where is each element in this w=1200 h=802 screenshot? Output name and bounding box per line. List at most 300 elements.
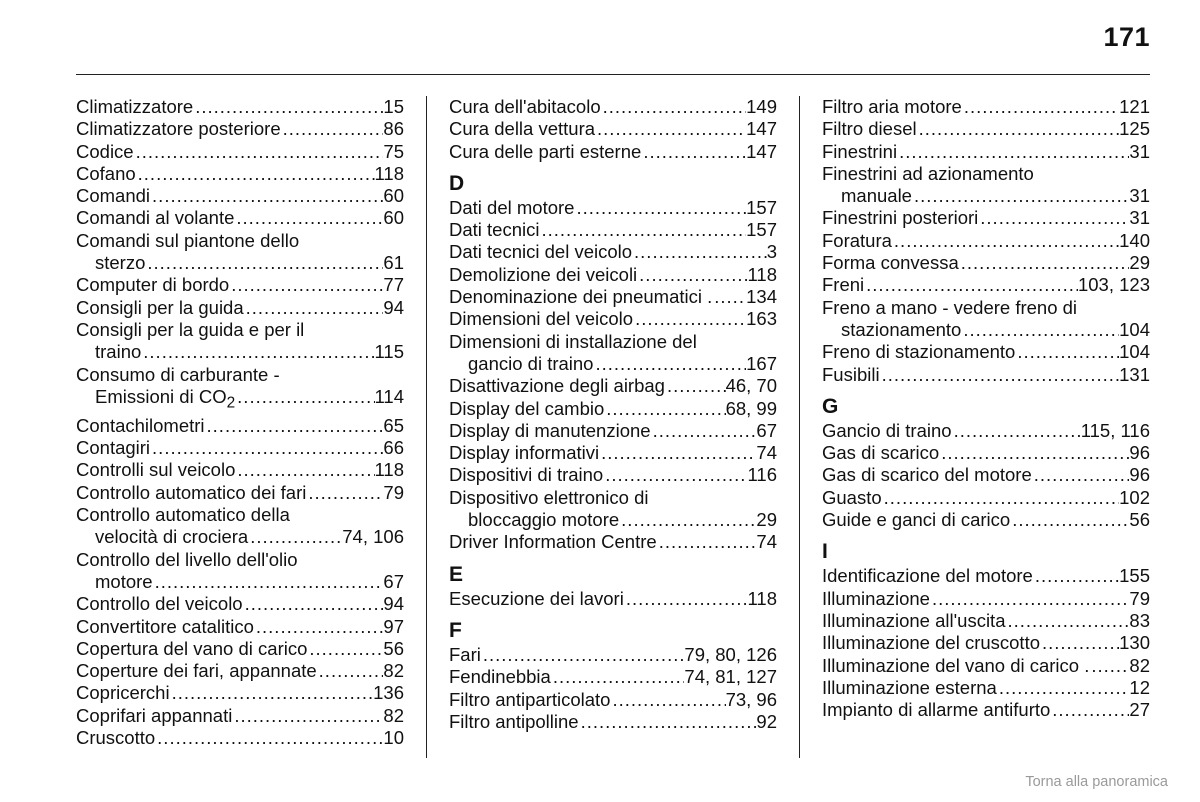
entry-label: Contagiri xyxy=(76,437,151,459)
page-references: 83 xyxy=(1129,609,1150,631)
index-column-1 xyxy=(76,96,404,749)
entry-line xyxy=(822,632,1150,654)
leader-dots xyxy=(897,141,1129,163)
index-entry xyxy=(76,482,404,504)
entry-line xyxy=(449,398,777,420)
entry-label: Display informativi xyxy=(449,442,600,464)
leader-dots xyxy=(930,588,1129,610)
entry-label: Comandi sul piantone dello xyxy=(76,229,300,251)
entry-line xyxy=(822,464,1150,486)
entry-label-continuation xyxy=(95,571,153,593)
entry-label: Filtro diesel xyxy=(822,118,917,140)
leader-dots xyxy=(637,264,747,286)
entry-label: Copricerchi xyxy=(76,682,170,704)
leader-dots xyxy=(882,487,1119,509)
entry-line xyxy=(822,655,1150,677)
index-entry xyxy=(76,437,404,459)
leader-dots xyxy=(193,96,383,118)
entry-line xyxy=(76,364,404,386)
entry-line xyxy=(76,660,404,682)
page-references: 96 xyxy=(1129,464,1150,486)
page-references: 118 xyxy=(747,263,777,285)
entry-line xyxy=(76,705,404,727)
page-references: 56 xyxy=(1129,509,1150,531)
entry-label: Fusibili xyxy=(822,363,880,385)
column-divider-2 xyxy=(799,96,800,758)
entry-line xyxy=(449,264,777,286)
entry-line xyxy=(76,459,404,481)
page-references: 140 xyxy=(1119,229,1150,251)
entry-line xyxy=(822,677,1150,699)
entry-label: Copertura del vano di carico xyxy=(76,637,308,659)
entry-label-continuation-text: Emissioni di CO xyxy=(95,385,227,407)
page-references: 115, 116 xyxy=(1080,419,1150,441)
entry-continuation-line xyxy=(76,571,404,593)
entry-label: Fari xyxy=(449,643,481,665)
index-entry xyxy=(822,141,1150,163)
entry-line xyxy=(76,504,404,526)
page-references: 74, 106 xyxy=(342,526,404,548)
index-entry xyxy=(822,509,1150,531)
leader-dots xyxy=(959,252,1130,274)
leader-dots xyxy=(599,442,756,464)
entry-label: Freno a mano - vedere freno di xyxy=(822,296,1078,318)
page-references: 75 xyxy=(383,140,404,162)
index-entry xyxy=(76,319,404,364)
entry-line xyxy=(449,219,777,241)
entry-line xyxy=(76,593,404,615)
index-entry xyxy=(76,593,404,615)
page-references: 118 xyxy=(747,587,777,609)
entry-line xyxy=(449,241,777,263)
entry-line xyxy=(449,464,777,486)
entry-line xyxy=(449,588,777,610)
entry-label-continuation xyxy=(95,526,248,548)
entry-label: Guasto xyxy=(822,486,882,508)
entry-line xyxy=(76,118,404,140)
entry-line xyxy=(822,252,1150,274)
entry-line xyxy=(822,565,1150,587)
page-references: 3 xyxy=(766,241,777,263)
leader-dots xyxy=(150,185,383,207)
entry-label: Foratura xyxy=(822,229,892,251)
entry-label: Illuminazione del vano di carico . xyxy=(822,654,1090,676)
page-references: 82 xyxy=(1129,654,1150,676)
section-letter: G xyxy=(822,394,839,418)
entry-label: Controllo del veicolo xyxy=(76,593,243,615)
entry-label: Codice xyxy=(76,140,134,162)
leader-dots xyxy=(892,230,1119,252)
section-letter: E xyxy=(449,562,464,586)
leader-dots xyxy=(1005,610,1129,632)
leader-dots xyxy=(997,677,1130,699)
page-references: 73, 96 xyxy=(725,688,777,710)
entry-label-continuation xyxy=(95,386,235,415)
entry-line xyxy=(449,666,777,688)
page-references: 31 xyxy=(1129,185,1150,207)
entry-line xyxy=(449,96,777,118)
entry-label-continuation-text: sterzo xyxy=(95,252,146,274)
entry-label-continuation-text: velocità di crociera xyxy=(95,526,249,548)
leader-dots xyxy=(624,588,748,610)
index-entry xyxy=(76,364,404,415)
entry-line xyxy=(76,482,404,504)
page-references: 104 xyxy=(1119,318,1150,340)
entry-label-continuation xyxy=(468,509,619,531)
page-references: 134 xyxy=(746,286,777,308)
entry-label: Finestrini ad azionamento xyxy=(822,162,1034,184)
leader-dots xyxy=(864,274,1078,296)
page-references: 94 xyxy=(383,296,404,318)
entry-label-continuation-text: gancio di traino xyxy=(468,352,594,374)
entry-label: Finestrini xyxy=(822,140,898,162)
page-references: 104 xyxy=(1119,341,1150,363)
index-entry xyxy=(822,163,1150,208)
entry-label: Comandi al volante xyxy=(76,207,235,229)
entry-line xyxy=(822,230,1150,252)
entry-label: Forma convessa xyxy=(822,252,959,274)
leader-dots xyxy=(254,616,384,638)
entry-line xyxy=(822,118,1150,140)
page-references: 157 xyxy=(746,219,777,241)
index-entry xyxy=(76,141,404,163)
leader-dots xyxy=(641,141,746,163)
index-entry xyxy=(822,442,1150,464)
entry-line xyxy=(822,699,1150,721)
leader-dots xyxy=(651,420,757,442)
leader-dots xyxy=(551,666,685,688)
leader-dots xyxy=(145,252,383,274)
entry-line xyxy=(76,163,404,185)
entry-label: Freni xyxy=(822,274,865,296)
page-references: 15 xyxy=(383,96,404,117)
index-entry xyxy=(822,96,1150,118)
leader-dots xyxy=(593,353,746,375)
index-entry xyxy=(449,141,777,163)
index-entry xyxy=(76,616,404,638)
entry-continuation-line xyxy=(76,386,404,415)
page-references: 147 xyxy=(746,140,777,162)
entry-label: Dati tecnici xyxy=(449,219,540,241)
index-entry xyxy=(822,487,1150,509)
index-entry xyxy=(822,364,1150,386)
header-rule xyxy=(76,74,1150,75)
leader-dots xyxy=(619,509,756,531)
entry-line xyxy=(449,308,777,330)
index-entry xyxy=(76,185,404,207)
entry-label-continuation xyxy=(95,252,145,274)
entry-label: Esecuzione dei lavori xyxy=(449,587,624,609)
index-entry xyxy=(449,331,777,376)
leader-dots xyxy=(632,241,767,263)
page-references: 79 xyxy=(1129,587,1150,609)
entry-line xyxy=(76,141,404,163)
index-entry xyxy=(76,727,404,749)
entry-label: Gancio di traino xyxy=(822,419,952,441)
leader-dots xyxy=(1089,655,1129,677)
leader-dots xyxy=(604,398,725,420)
index-entry xyxy=(76,163,404,185)
index-entry xyxy=(822,677,1150,699)
entry-line xyxy=(822,610,1150,632)
page-references: 131 xyxy=(1119,363,1150,385)
page-references: 65 xyxy=(383,414,404,436)
index-entry xyxy=(822,274,1150,296)
leader-dots xyxy=(248,526,342,548)
entry-label: Illuminazione esterna xyxy=(822,676,997,698)
entry-label: Freno di stazionamento xyxy=(822,341,1016,363)
entry-label-continuation xyxy=(841,319,961,341)
entry-line xyxy=(822,487,1150,509)
leader-dots xyxy=(481,644,685,666)
entry-continuation-line xyxy=(822,319,1150,341)
entry-line xyxy=(76,96,404,118)
entry-label: Dati tecnici del veicolo xyxy=(449,241,633,263)
entry-label: Dispositivo elettronico di xyxy=(449,486,649,508)
entry-line xyxy=(449,644,777,666)
entry-label: Climatizzatore xyxy=(76,96,194,117)
leader-dots xyxy=(235,459,374,481)
index-entry xyxy=(822,252,1150,274)
entry-line xyxy=(76,727,404,749)
entry-line xyxy=(449,141,777,163)
leader-dots xyxy=(281,118,384,140)
index-entry xyxy=(449,398,777,420)
leader-dots xyxy=(317,660,384,682)
page-references: 97 xyxy=(383,615,404,637)
index-entry xyxy=(449,464,777,486)
leader-dots xyxy=(136,163,375,185)
entry-label: Contachilometri xyxy=(76,414,205,436)
entry-label: Cruscotto xyxy=(76,727,156,748)
entry-label: Controllo del livello dell'olio xyxy=(76,548,298,570)
entry-line xyxy=(822,297,1150,319)
leader-dots xyxy=(579,711,757,733)
leader-dots xyxy=(539,219,746,241)
leader-dots xyxy=(306,482,383,504)
page-references: 96 xyxy=(1129,442,1150,464)
entry-label: Consigli per la guida e per il xyxy=(76,318,305,340)
index-entry xyxy=(449,308,777,330)
page-references: 29 xyxy=(756,509,777,531)
entry-label-continuation-text: traino xyxy=(95,341,142,363)
entry-label: Disattivazione degli airbag xyxy=(449,375,665,397)
page-references: 29 xyxy=(1129,252,1150,274)
back-to-overview-link[interactable]: Torna alla panoramica xyxy=(1025,774,1168,790)
leader-dots xyxy=(712,286,746,308)
index-entry xyxy=(449,118,777,140)
entry-line xyxy=(449,197,777,219)
index-column-3 xyxy=(822,96,1150,721)
entry-label: Comandi xyxy=(76,185,151,207)
index-entry xyxy=(822,565,1150,587)
entry-line xyxy=(822,141,1150,163)
entry-continuation-line xyxy=(822,185,1150,207)
leader-dots xyxy=(1015,341,1119,363)
page-references: 67 xyxy=(383,570,404,592)
entry-label: Computer di bordo xyxy=(76,274,230,296)
index-entry xyxy=(76,682,404,704)
index-entry xyxy=(76,638,404,660)
leader-dots xyxy=(665,375,726,397)
leader-dots xyxy=(601,96,747,118)
entry-line xyxy=(822,341,1150,363)
page-references: 82 xyxy=(383,660,404,682)
entry-label: Finestrini posteriori xyxy=(822,207,979,229)
page-references: 74 xyxy=(756,442,777,464)
entry-label: Dimensioni del veicolo xyxy=(449,308,634,330)
entry-continuation-line xyxy=(76,341,404,363)
page-references: 60 xyxy=(383,185,404,207)
entry-line xyxy=(76,230,404,252)
leader-dots xyxy=(134,141,384,163)
index-entry xyxy=(76,297,404,319)
entry-line xyxy=(76,185,404,207)
page-references: 74 xyxy=(756,531,777,553)
entry-label: Coperture dei fari, appannate xyxy=(76,660,317,682)
leader-dots xyxy=(244,297,384,319)
entry-line xyxy=(76,274,404,296)
entry-label: Climatizzatore posteriore xyxy=(76,118,281,140)
leader-dots xyxy=(952,420,1081,442)
page-references: 12 xyxy=(1129,676,1150,698)
page-references: 46, 70 xyxy=(725,375,777,397)
page-references: 60 xyxy=(383,207,404,229)
index-entry xyxy=(76,274,404,296)
page-references: 118 xyxy=(374,459,404,481)
section-letter: F xyxy=(449,618,462,642)
index-entry xyxy=(76,207,404,229)
page-references: 66 xyxy=(383,437,404,459)
entry-label: Display del cambio xyxy=(449,397,605,419)
page-references: 67 xyxy=(756,419,777,441)
entry-label: Dati del motore xyxy=(449,196,575,218)
page-references: 147 xyxy=(746,118,777,140)
index-entry xyxy=(449,487,777,532)
leader-dots xyxy=(595,118,746,140)
entry-label: Filtro antipolline xyxy=(449,710,579,732)
entry-line xyxy=(76,319,404,341)
index-entry xyxy=(76,504,404,549)
entry-label-continuation-text: stazionamento xyxy=(841,318,962,340)
index-entry xyxy=(822,632,1150,654)
index-entry xyxy=(822,297,1150,342)
entry-line xyxy=(822,274,1150,296)
leader-dots xyxy=(229,274,383,296)
entry-label: Consumo di carburante - xyxy=(76,363,280,385)
entry-continuation-line xyxy=(449,353,777,375)
index-entry xyxy=(822,207,1150,229)
leader-dots xyxy=(880,364,1120,386)
page-references: 10 xyxy=(383,727,404,748)
entry-label: Driver Information Centre xyxy=(449,531,657,553)
entry-continuation-line xyxy=(76,252,404,274)
page-references: 56 xyxy=(383,637,404,659)
page-references: 121 xyxy=(1119,96,1150,117)
page-references: 115 xyxy=(374,341,404,363)
entry-label: Cofano xyxy=(76,162,136,184)
section-letter: D xyxy=(449,171,465,195)
entry-line xyxy=(449,689,777,711)
entry-label-continuation xyxy=(95,341,141,363)
page-references: 102 xyxy=(1119,486,1150,508)
page-references: 114 xyxy=(374,385,404,407)
leader-dots xyxy=(150,437,383,459)
page-references: 94 xyxy=(383,593,404,615)
entry-label-continuation-text: motore xyxy=(95,570,153,592)
index-entry xyxy=(449,96,777,118)
entry-line xyxy=(822,509,1150,531)
entry-line xyxy=(822,420,1150,442)
entry-label: Identificazione del motore xyxy=(822,565,1033,587)
index-entry xyxy=(449,644,777,666)
entry-label-continuation xyxy=(841,185,912,207)
entry-label: Illuminazione xyxy=(822,587,930,609)
entry-line xyxy=(76,415,404,437)
index-entry xyxy=(449,286,777,308)
page-references: 149 xyxy=(746,96,777,117)
entry-line xyxy=(449,442,777,464)
entry-label: Controllo automatico dei fari xyxy=(76,481,307,503)
index-entry xyxy=(822,610,1150,632)
index-column-2 xyxy=(449,96,777,733)
entry-line xyxy=(449,531,777,553)
leader-dots xyxy=(234,207,383,229)
page-references: 130 xyxy=(1119,632,1150,654)
leader-dots xyxy=(917,118,1120,140)
index-entry xyxy=(449,689,777,711)
entry-continuation-line xyxy=(76,526,404,548)
page-references: 82 xyxy=(383,704,404,726)
leader-dots xyxy=(657,531,757,553)
leader-dots xyxy=(1033,565,1119,587)
index-entry xyxy=(76,660,404,682)
page-references: 61 xyxy=(383,252,404,274)
page-references: 31 xyxy=(1129,140,1150,162)
entry-line xyxy=(449,711,777,733)
index-entry xyxy=(822,464,1150,486)
leader-dots xyxy=(961,319,1119,341)
index-entry xyxy=(449,375,777,397)
entry-line xyxy=(449,331,777,353)
leader-dots xyxy=(307,638,383,660)
section-letter: I xyxy=(822,540,828,564)
entry-label-continuation xyxy=(468,353,593,375)
index-entry xyxy=(449,219,777,241)
index-entry xyxy=(449,531,777,553)
entry-line xyxy=(76,682,404,704)
entry-label: Controllo automatico della xyxy=(76,504,290,526)
page-references: 31 xyxy=(1129,207,1150,229)
page-references: 163 xyxy=(746,308,777,330)
entry-label-continuation-text: bloccaggio motore xyxy=(468,509,620,531)
leader-dots xyxy=(962,96,1119,118)
page-references: 79, 80, 126 xyxy=(684,643,777,665)
page-references: 155 xyxy=(1119,565,1150,587)
subscript: 2 xyxy=(226,394,236,412)
leader-dots xyxy=(574,197,746,219)
index-entry xyxy=(76,415,404,437)
page-number: 171 xyxy=(1103,22,1150,52)
entry-label: Filtro antiparticolato xyxy=(449,688,611,710)
entry-line xyxy=(76,549,404,571)
leader-dots xyxy=(978,207,1129,229)
entry-line xyxy=(76,437,404,459)
entry-label: Cura delle parti esterne xyxy=(449,140,642,162)
entry-continuation-line xyxy=(449,509,777,531)
index-entry xyxy=(822,230,1150,252)
leader-dots xyxy=(1040,632,1119,654)
